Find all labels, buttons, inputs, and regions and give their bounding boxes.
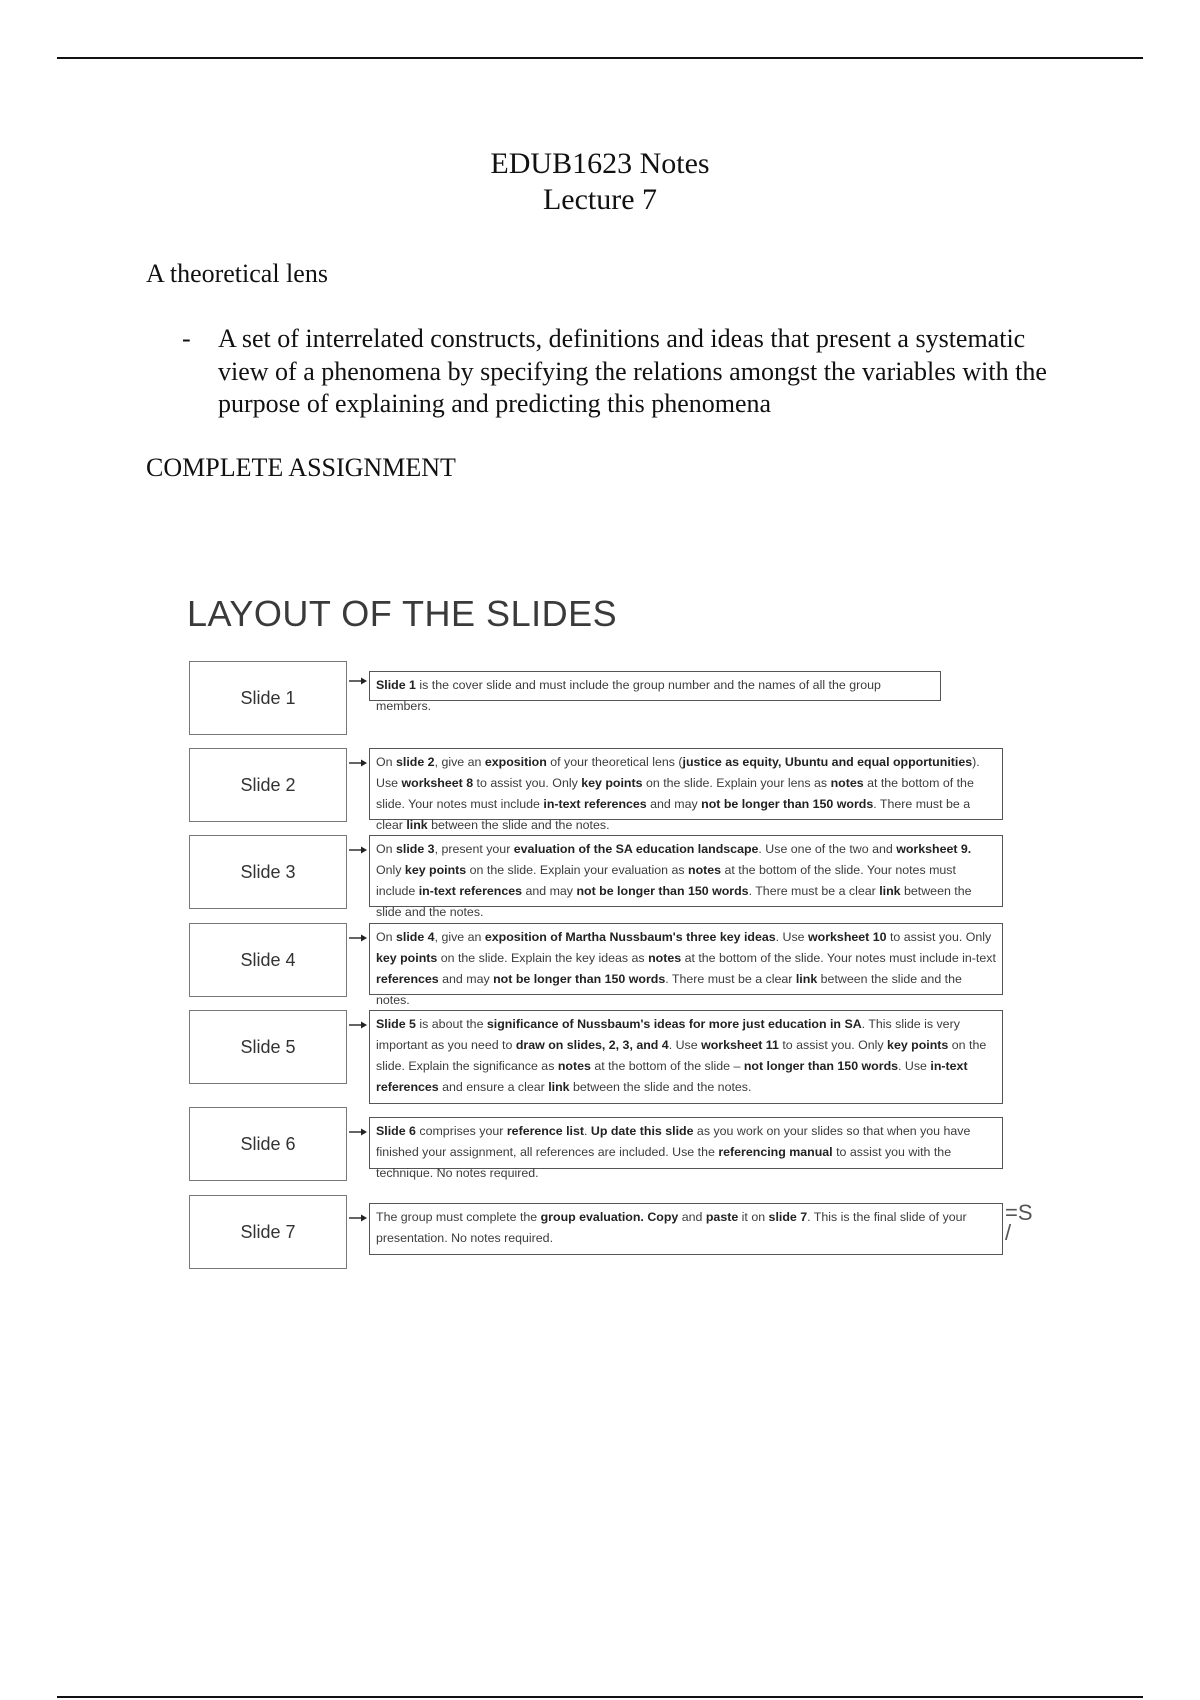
handwritten-margin-mark: =S / — [1005, 1200, 1033, 1245]
definition-text: A set of interrelated constructs, definitions and ideas that present a systematic view of a phenomena by specifying the relations amongst the variables with the purpose of explaining and predicting this phenomena — [218, 324, 1047, 418]
slide-label-box — [189, 1010, 347, 1084]
slide-label-box — [189, 1195, 347, 1269]
section-heading-complete-assignment: COMPLETE ASSIGNMENT — [146, 453, 456, 482]
slide-description-6: Slide 6 comprises your reference list. Up date this slide as you work on your slides so that when you have finished your assignment, all references are included. Use the referencing manual to assist you with the technique. No notes required. — [369, 1117, 1003, 1169]
arrow-right-icon — [349, 1020, 367, 1030]
slide-description-7: The group must complete the group evaluation. Copy and paste it on slide 7. This is the final slide of your presentation. No notes required. — [369, 1203, 1003, 1255]
slide-description-1: Slide 1 is the cover slide and must include the group number and the names of all the group members. — [369, 671, 941, 701]
slide-row-1 — [185, 661, 1005, 737]
arrow-right-icon — [349, 845, 367, 855]
footer-rule — [57, 1696, 1143, 1698]
slide-row-4 — [185, 923, 1005, 1007]
figure-title: LAYOUT OF THE SLIDES — [187, 593, 618, 634]
arrow-right-icon — [349, 676, 367, 686]
bullet-dash: - — [182, 324, 191, 353]
slide-row-7 — [185, 1195, 1005, 1255]
slide-layout-figure — [185, 585, 1033, 1255]
slide-label: Slide 6 — [240, 1133, 296, 1154]
slide-row-2 — [185, 748, 1005, 832]
arrow-right-icon — [349, 933, 367, 943]
slide-description-4: On slide 4, give an exposition of Martha Nussbaum's three key ideas. Use worksheet 10 to assist you. Only key points on the slide. Explain the key ideas as notes at the bottom of the slide. Your notes must include in-text references and may not be longer than 150 words. There must be a clear link between the slide and the notes. — [369, 923, 1003, 995]
slide-label: Slide 3 — [240, 861, 296, 882]
arrow-right-icon — [349, 758, 367, 768]
section-heading-theoretical-lens: A theoretical lens — [146, 259, 328, 288]
slide-label-box — [189, 923, 347, 997]
slide-row-5 — [185, 1010, 1005, 1106]
slide-row-3 — [185, 835, 1005, 919]
slide-description-3: On slide 3, present your evaluation of the SA education landscape. Use one of the two and worksheet 9. Only key points on the slide. Explain your evaluation as notes at the bottom of the slide. Your notes must include in-text references and may not be longer than 150 words. There must be a clear link between the slide and the notes. — [369, 835, 1003, 907]
slide-label-box — [189, 661, 347, 735]
slide-label: Slide 5 — [240, 1036, 296, 1057]
slide-label-box — [189, 835, 347, 909]
slide-label-box — [189, 748, 347, 822]
document-subtitle: Lecture 7 — [542, 183, 658, 216]
title-block — [0, 146, 1200, 218]
arrow-right-icon — [349, 1127, 367, 1137]
document-title: EDUB1623 Notes — [490, 147, 710, 180]
slide-description-2: On slide 2, give an exposition of your theoretical lens (justice as equity, Ubuntu and equal opportunities). Use worksheet 8 to assist you. Only key points on the slide. Explain your lens as notes at the bottom of the slide. Your notes must include in-text references and may not be longer than 150 words. There must be a clear link between the slide and the notes. — [369, 748, 1003, 820]
arrow-right-icon — [349, 1213, 367, 1223]
slide-row-6 — [185, 1107, 1005, 1183]
slide-label: Slide 1 — [240, 687, 296, 708]
header-rule — [57, 57, 1143, 59]
definition-bullet — [182, 323, 1062, 421]
slide-label: Slide 4 — [240, 949, 296, 970]
slide-label-box — [189, 1107, 347, 1181]
slide-label: Slide 7 — [240, 1221, 296, 1242]
slide-label: Slide 2 — [240, 774, 296, 795]
slide-description-5: Slide 5 is about the significance of Nussbaum's ideas for more just education in SA. This slide is very important as you need to draw on slides, 2, 3, and 4. Use worksheet 11 to assist you. Only key points on the slide. Explain the significance as notes at the bottom of the slide – not longer than 150 words. Use in-text references and ensure a clear link between the slide and the notes. — [369, 1010, 1003, 1104]
